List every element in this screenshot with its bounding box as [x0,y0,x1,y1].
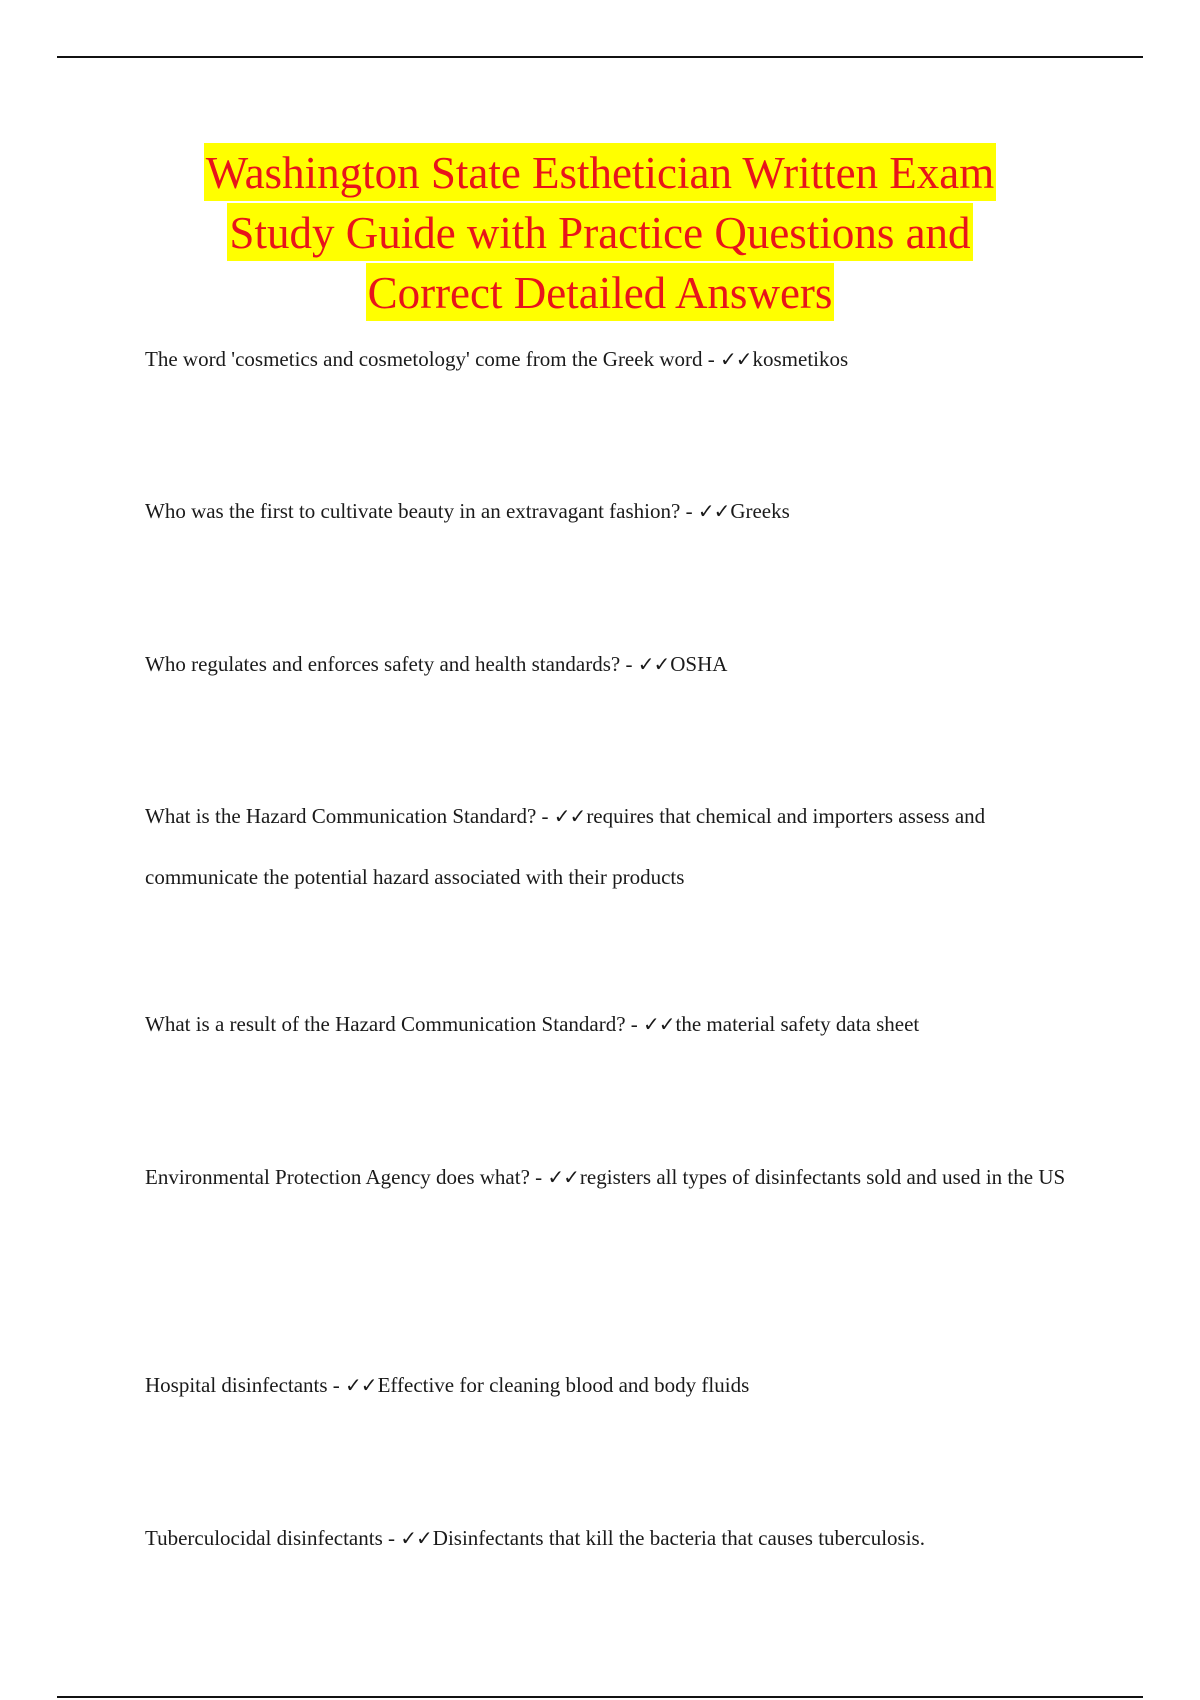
question-text: Who was the first to cultivate beauty in an extravagant fashion? - [145,499,698,523]
qa-item-7 [145,1355,1075,1416]
check-icon: ✓✓ [643,1012,675,1036]
check-icon: ✓✓ [553,804,586,828]
question-text: The word 'cosmetics and cosmetology' come from the Greek word - [145,347,720,371]
question-text: Environmental Protection Agency does what? - [145,1165,548,1189]
check-icon: ✓✓ [400,1526,432,1550]
bottom-rule [57,1696,1143,1698]
qa-item-1 [145,329,1075,390]
answer-text: Greeks [730,499,790,523]
question-text: Who regulates and enforces safety and health standards? - [145,652,638,676]
check-icon: ✓✓ [697,499,730,523]
title-line-2: Study Guide with Practice Questions and [227,203,972,261]
answer-text: kosmetikos [752,347,849,371]
title-line-1: Washington State Esthetician Written Exam [204,143,997,201]
answer-text: the material safety data sheet [675,1012,920,1036]
top-rule [57,56,1143,58]
answer-text: Effective for cleaning blood and body fluids [377,1373,750,1397]
answer-text: registers all types of disinfectants sold and used in the US [579,1165,1066,1189]
answer-text: requires that chemical and importers assess and communicate the potential hazard associated with their products [145,804,986,889]
check-icon: ✓✓ [719,347,752,371]
check-icon: ✓✓ [345,1373,377,1397]
qa-item-8 [145,1508,1075,1569]
title-line-3: Correct Detailed Answers [366,263,835,321]
question-text: Hospital disinfectants - [145,1373,346,1397]
check-icon: ✓✓ [637,652,670,676]
answer-text: Disinfectants that kill the bacteria that causes tuberculosis. [432,1526,925,1550]
question-text: What is a result of the Hazard Communication Standard? - [145,1012,644,1036]
document-title [60,143,1140,323]
qa-item-3 [145,634,1075,695]
answer-text: OSHA [670,652,728,676]
qa-item-6 [145,1147,1075,1208]
qa-item-2 [145,481,1075,542]
qa-item-5 [145,994,1075,1055]
question-text: What is the Hazard Communication Standard? - [145,804,554,828]
qa-item-4 [145,786,1075,908]
check-icon: ✓✓ [547,1165,579,1189]
question-text: Tuberculocidal disinfectants - [145,1526,401,1550]
